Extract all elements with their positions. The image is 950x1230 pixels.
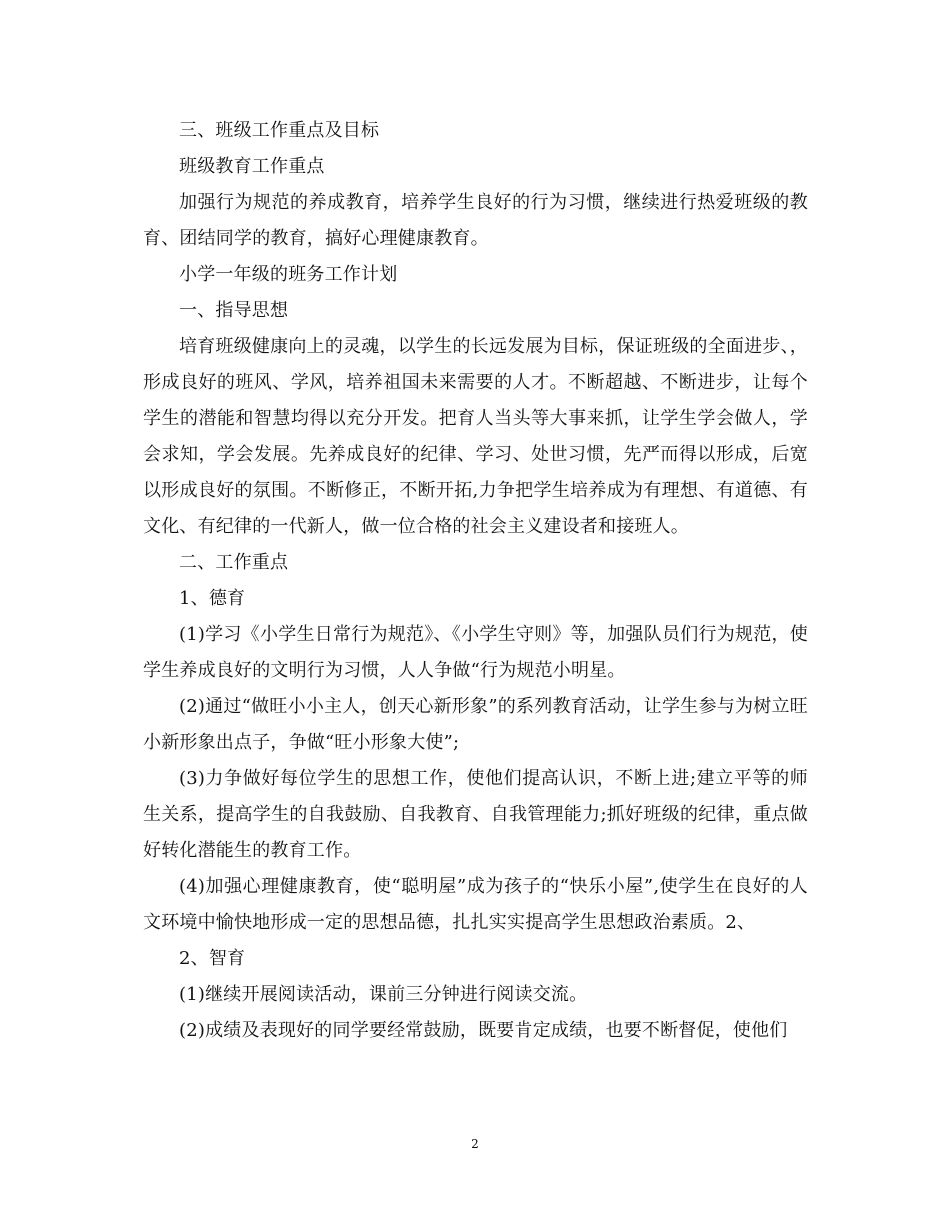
subheading-education-focus: 班级教育工作重点 xyxy=(179,156,325,177)
document-body xyxy=(143,113,808,1049)
subheading-intellectual-education: 2、智育 xyxy=(179,948,246,969)
paragraph-behavior-education: 加强行为规范的养成教育，培养学生良好的行为习惯，继续进行热爱班级的教育、团结同学的教育，搞好心理健康教育。 xyxy=(143,192,808,249)
list-item-moral-3: (3)力争做好每位学生的思想工作，使他们提高认识，不断上进;建立平等的师生关系，提高学生的自我鼓励、自我教育、自我管理能力;抓好班级的纪律，重点做好转化潜能生的教育工作。 xyxy=(143,768,808,861)
list-item-moral-4: (4)加强心理健康教育，使“聪明屋”成为孩子的“快乐小屋”,使学生在良好的人文环境中愉快地形成一定的思想品德，扎扎实实提高学生思想政治素质。2、 xyxy=(143,876,808,933)
subheading-moral-education: 1、德育 xyxy=(179,588,246,609)
section-heading-guiding-ideology: 一、指导思想 xyxy=(179,300,289,321)
list-item-moral-2: (2)通过“做旺小小主人，创天心新形象”的系列教育活动，让学生参与为树立旺小新形象出点子，争做“旺小形象大使”; xyxy=(143,696,808,753)
list-item-intellectual-1: (1)继续开展阅读活动，课前三分钟进行阅读交流。 xyxy=(179,984,588,1005)
paragraph-guiding-ideology: 培育班级健康向上的灵魂，以学生的长远发展为目标，保证班级的全面进步、，形成良好的班风、学风，培养祖国未来需要的人才。不断超越、不断进步，让每个学生的潜能和智慧均得以充分开发。把育人当头等大事来抓，让学生学会做人，学会求知，学会发展。先养成良好的纪律、学习、处世习惯，先严而得以形成，后宽以形成良好的氛围。不断修正，不断开拓,力争把学生培养成为有理想、有道德、有文化、有纪律的一代新人，做一位合格的社会主义建设者和接班人。 xyxy=(143,336,808,537)
section-heading-work-focus: 二、工作重点 xyxy=(179,552,289,573)
heading-grade-one-plan: 小学一年级的班务工作计划 xyxy=(179,264,398,285)
list-item-intellectual-2: (2)成绩及表现好的同学要经常鼓励，既要肯定成绩，也要不断督促，使他们 xyxy=(179,1020,788,1041)
page-number: 2 xyxy=(471,1137,479,1151)
list-item-moral-1: (1)学习《小学生日常行为规范》、《小学生守则》等，加强队员们行为规范，使学生养成良好的文明行为习惯，人人争做“行为规范小明星。 xyxy=(143,624,808,681)
section-heading-class-goals: 三、班级工作重点及目标 xyxy=(179,120,380,141)
